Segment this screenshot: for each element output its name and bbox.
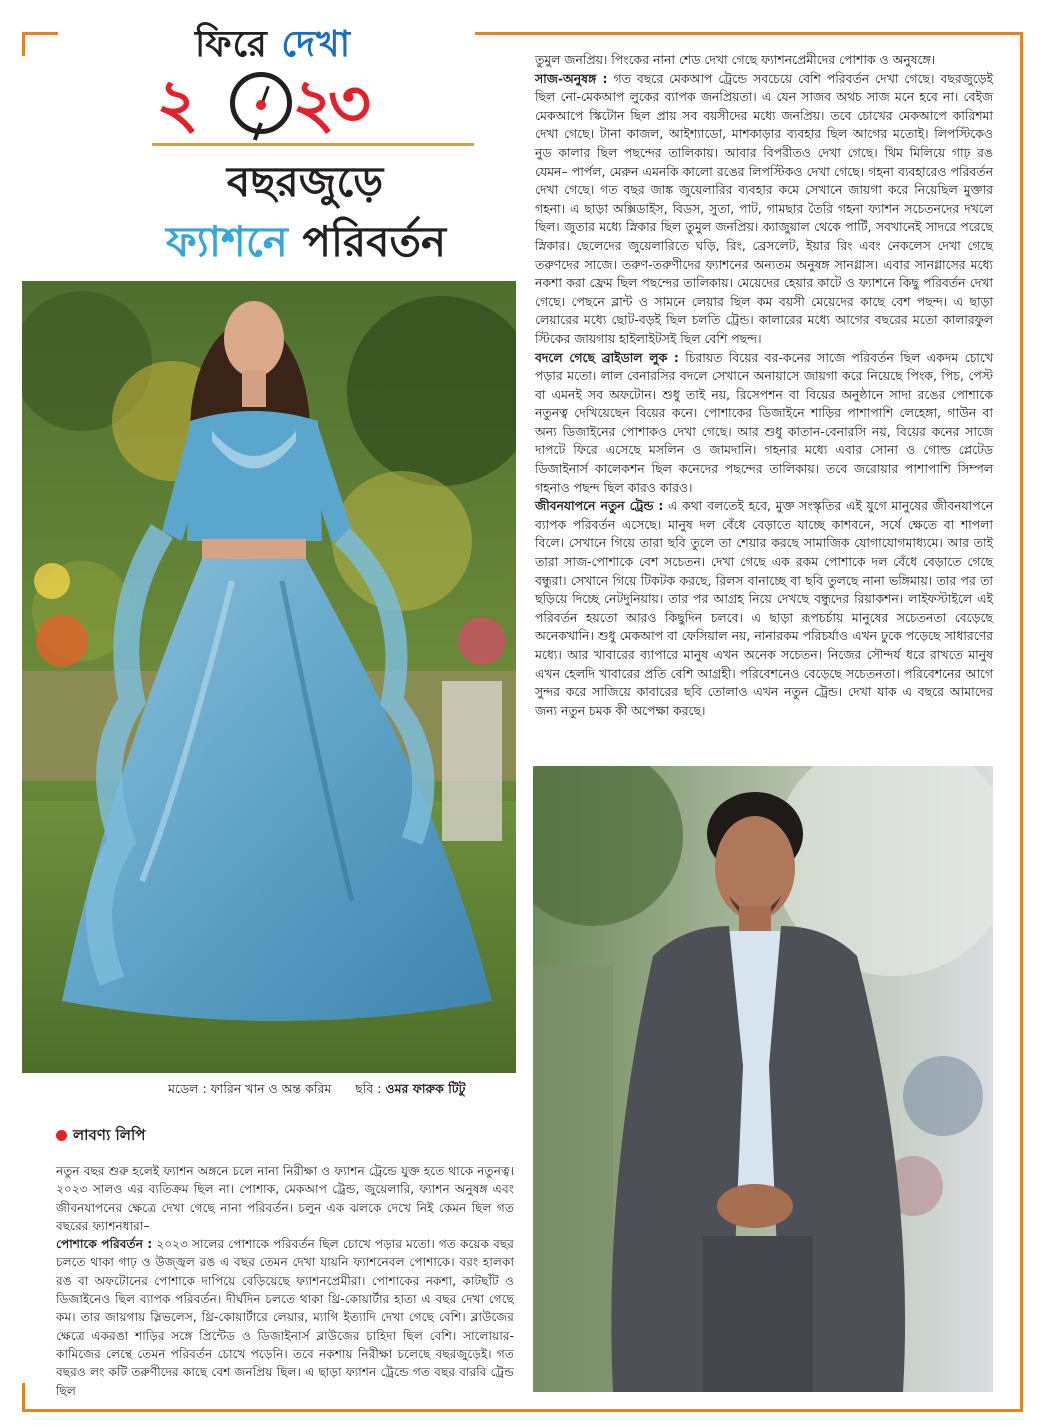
- section-title-accessories: সাজ-অনুষঙ্গ :: [535, 70, 608, 86]
- article-continuation: তুমুল জনপ্রিয়। পিংকের নানা শেড দেখা গেছে ফ্যাশনপ্রেমীদের পোশাক ও অনুষঙ্গে।: [535, 52, 936, 67]
- year-digit-1: ২: [156, 65, 199, 142]
- section-body-clothing: ২০২৩ সালের পোশাকে পরিবর্তন ছিল চোখে পড়ার মতো। গত কয়েক বছর চলতে থাকা গাঢ় ও উজ্জ্বল রঙ এ বছর তেমন দেখা যায়নি ফ্যাশনেবল পোশাকে। বরং হালকা রঙ বা অফটোনের পোশাকে দাপিয়ে বেড়িয়েছে ফ্যাশনপ্রেমীরা। পোশাকের নকশা, কাটছাঁট ও ডিজাইনেও ছিল ব্যাপক পরিবর্তন। দীর্ঘদিন চলতে থাকা থ্রি-কোয়ার্টার হাতা এ বছর দেখা গেছে কম। তার জায়গায় স্লিভলেস, থ্রি-কোয়ার্টারে লেয়ার, ম্যাগি ইত্যাদি দেখা গেছে বেশি। ব্লাউজের ক্ষেত্রে একরঙা শাড়ির সঙ্গে প্রিন্টেড ও ডিজাইনার্স ব্লাউজের চাহিদা ছিল বেশি। সালোয়ার-কামিজের লেন্থে তেমন পরিবর্তন চোখে পড়েনি। তবে নকশায় নিরীক্ষা চলেছে বছরজুড়েই। গত বছরও লং কটি তরুণীদের কাছে বেশ জনপ্রিয় ছিল। এ ছাড়া ফ্যাশন ট্রেন্ডে গত বছর বারবি ট্রেন্ড ছিল: [56, 1237, 514, 1398]
- masthead-rule: [152, 143, 474, 146]
- photo-caption: [168, 1080, 518, 1098]
- headline-word-fashion: ফ্যাশনে: [165, 217, 288, 266]
- article-section-bridal: [535, 349, 993, 498]
- article-section-accessories: [535, 70, 993, 349]
- photo-model-blue-lehenga: [22, 281, 516, 1073]
- frame-corner-top-left: [22, 32, 58, 35]
- headline-line-2: [96, 210, 516, 274]
- headline-line-1: বছরজুড়ে: [226, 157, 384, 206]
- article-section-clothing: [56, 1235, 514, 1400]
- kicker-part-1: ফিরে: [194, 24, 268, 65]
- year-logo: [152, 66, 372, 142]
- headline-word-change: পরিবর্তন: [302, 217, 447, 266]
- caption-photographer: ওমর ফারুক টিটু: [385, 1081, 466, 1096]
- article-column-right: [535, 51, 993, 720]
- article-intro: নতুন বছর শুরু হলেই ফ্যাশন অঙ্গনে চলে নানা নিরীক্ষা ও ফ্যাশন ট্রেন্ডে যুক্ত হতে থাকে নতুনত্ব। ২০২৩ সালও এর ব্যতিক্রম ছিল না। পোশাক, মেকআপ ট্রেন্ড, জুয়েলারি, ফ্যাশন অনুষঙ্গ এবং জীবনযাপনের ক্ষেত্রে দেখা গেছে নানা পরিবর্তন। চলুন এক ঝলকে দেখে নিই কেমন ছিল গত বছরের ফ্যাশনধারা–: [56, 1164, 514, 1233]
- article-column-left: [56, 1162, 514, 1400]
- frame-top-rule: [475, 32, 1023, 35]
- section-body-accessories: গত বছরে মেকআপ ট্রেন্ডে সবচেয়ে বেশি পরিবর্তন দেখা গেছে। বছরজুড়েই ছিল নো-মেকআপ লুকের ব্যাপক জনপ্রিয়তা। এ যেন সাজব অথচ সাজ মনে হবে না। বেইজ মেকআপে স্কিটোন ছিল প্রায় সব বয়সীদের মধ্যে জনপ্রিয়। তবে চোখের মেকআপে কারিশমা দেখা গেছে। টানা কাজল, আইশ্যাডো, মাশকাড়ার ব্যবহার ছিল আগের মতোই। লিপস্টিকেও নুড কালার ছিল পছন্দের তালিকায়। আবার বিপরীতও দেখা গেছে। থিম মিলিয়ে গাঢ় রঙ যেমন– পার্পল, মেরুন এমনকি কালো রঙের লিপস্টিকও দেখা গেছে। গহনা ব্যবহারেও পরিবর্তন দেখা গেছে। গত বছর জাঙ্ক জুয়েলারির ব্যবহার কমে সেখানে জায়গা করে নিয়েছিল মুক্তার গহনা। এ ছাড়া অক্সিডাইস, বিডস, সুতা, পাট, গামছার তৈরি গহনা ফ্যাশন সচেতনদের দখলে ছিল। জুতার মধ্যে স্নিকার ছিল তুমুল জনপ্রিয়। ক্যাজুয়াল থেকে পার্টি, সবখানেই সাদরে পরেছে স্নিকার। ছেলেদের জুয়েলারিতে ঘড়ি, রিং, ব্রেসলেট, ইয়ার রিং এবং নেকলেস দেখা গেছে তরুণদের সাজে। তরুণ-তরুণীদের ফ্যাশনের অন্যতম অনুষঙ্গ সানগ্লাস। এবার সানগ্লাসের মধ্যে নকশা করা ফ্রেম ছিল পছন্দের তালিকায়। মেয়েদের হেয়ার কাটে ও ফ্যাশনে কিছু পরিবর্তন দেখা গেছে। পেছনে ব্লান্ট ও সামনে লেয়ার ছিল কম বয়সী মেয়েদের কাছে বেশ পছন্দ। এ ছাড়া লেয়ারের মধ্যে ছোট-বড়ই ছিল চলতি ট্রেন্ড। কালারের মধ্যে আগের বছরের মতো কালারফুল স্টিকের জায়গায় হাইলাইটসই ছিল বেশি পছন্দ।: [535, 70, 993, 346]
- caption-model-credit: মডেল : ফারিন খান ও অন্ত করিম: [168, 1081, 332, 1096]
- frame-corner-top-left-vertical: [22, 32, 25, 56]
- section-title-bridal: বদলে গেছে ব্রাইডাল লুক :: [535, 349, 679, 365]
- clock-icon: [230, 72, 292, 134]
- frame-bottom-rule: [22, 1409, 1023, 1412]
- year-digit-3: ৩: [328, 65, 371, 142]
- article-section-lifestyle: [535, 497, 993, 720]
- byline-bullet-icon: [56, 1130, 67, 1141]
- caption-photo-label: ছবি :: [355, 1081, 382, 1096]
- section-kicker: [168, 22, 378, 68]
- frame-corner-bottom-left: [22, 1383, 25, 1412]
- byline: [56, 1125, 145, 1145]
- section-body-lifestyle: এ কথা বলতেই হবে, মুক্ত সংস্কৃতির এই যুগে মানুষের জীবনযাপনে ব্যাপক পরিবর্তন এসেছে। মানুষ দল বেঁধে বেড়াতে যাচ্ছে কাশবনে, সর্ষে ক্ষেতে বা শাপলা বিলে। সেখানে গিয়ে তারা ছবি তুলে তা শেয়ার করছে সামাজিক যোগাযোগমাধ্যমে। আর তাই তারা সাজ-পোশাকে বেশ সচেতন। দেখা গেছে এক রকম পোশাকে দল বেঁধে বেড়াতে গেছে বন্ধুরা। সেখানে গিয়ে টিকটক করছে, রিলস বানাচ্ছে বা ছবি তুলছে নানা ভঙ্গিমায়। তার পর তা ছড়িয়ে দিচ্ছে নেটদুনিয়ায়। তার পর আগ্রহ নিয়ে দেখছে বন্ধুদের রিয়াকশন। লাইফস্টাইলে এই পরিবর্তন হয়তো আরও কিছুদিন চলবে। এ ছাড়া রূপচর্চায় মানুষের সচেতনতা বেড়েছে অনেকখানি। শুধু মেকআপ বা ফেসিয়াল নয়, নানারকম পরিচর্যাও এখন ঢুকে পড়েছে সাধারণের মধ্যে। আর খাবারের ব্যাপারে মানুষ এখন অনেক সচেতন। নিজের সৌন্দর্য ধরে রাখতে মানুষ এখন হেলদি খাবারের প্রতি বেশি আগ্রহী। পরিবেশনেও বেড়েছে সচেতনতা। পরিবেশনের আগে সুন্দর করে সাজিয়ে কাবারের ছবি তোলাও এখন নতুন ট্রেন্ড। দেখা যাক এ বছরে আমাদের জন্য নতুন চমক কী অপেক্ষা করছে।: [535, 498, 993, 718]
- kicker-part-2: দেখা: [281, 24, 352, 65]
- frame-right-rule: [1020, 32, 1023, 1412]
- photo-model-grey-blazer: [533, 766, 993, 1392]
- section-body-bridal: চিরায়ত বিয়ের বর-কনের সাজে পরিবর্তন ছিল একদম চোখে পড়ার মতো। লাল বেনারসির বদলে সেখানে অনায়াসে জায়গা করে নিয়েছে পিংক, পিচ, পেস্ট বা এমনই সব অফটোন। শুধু তাই নয়, রিসেপশন বা বিয়ের অনুষ্ঠানে সাদা রঙের পোশাকে নতুনত্ব দেখিয়েছেন বিয়ের কনে। পোশাকের ডিজাইনে শাড়ির পাশাপাশি লেহেঙ্গা, গাউন বা অন্য ডিজাইনের পোশাকও দেখা গেছে। আর শুধু কাতান-বেনারসি নয়, বিয়ের কনের সাজে দাপটে ফিরে এসেছে মসলিন ও জামদানি। গহনার মধ্যে এবার সোনা ও গোল্ড প্লেটেড ডিজাইনার্স কালেকশন ছিল কনেদের পছন্দের তালিকায়। তবে জরোয়ার পাশাপাশি সিম্পল গহনাও পছন্দ ছিল কারও কারও।: [535, 349, 993, 495]
- year-digit-2: ২: [292, 65, 335, 142]
- section-title-lifestyle: জীবনযাপনে নতুন ট্রেন্ড :: [535, 498, 664, 514]
- section-title-clothing: পোশাকে পরিবর্তন :: [56, 1237, 153, 1252]
- byline-author: লাবণ্য লিপি: [73, 1126, 146, 1144]
